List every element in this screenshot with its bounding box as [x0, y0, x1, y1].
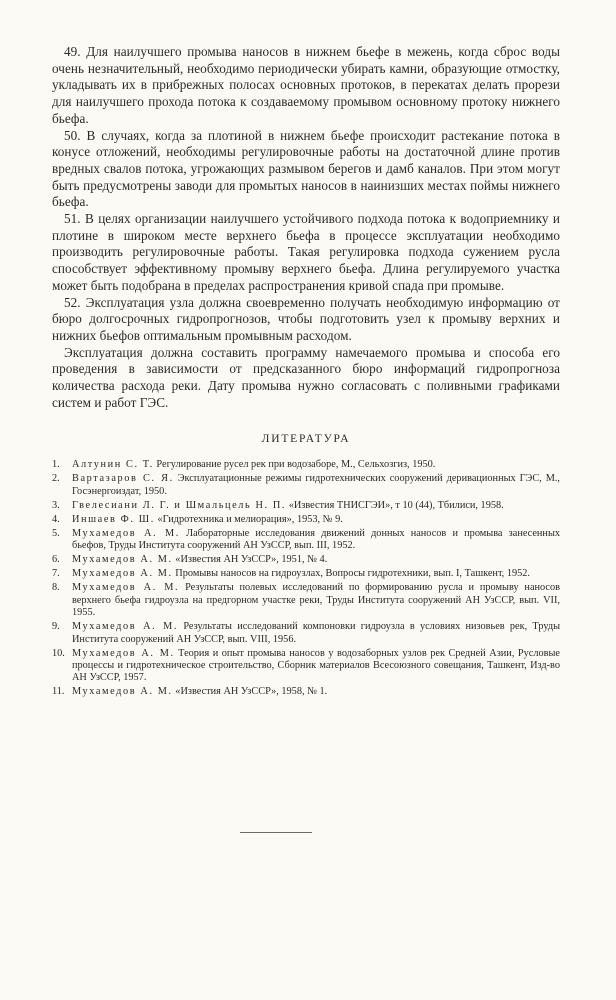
reference-item — [52, 459, 560, 471]
reference-author: Вартазаров С. Я. — [72, 473, 174, 485]
reference-item — [52, 500, 560, 512]
reference-author: Мухамедов А. М. — [72, 568, 173, 580]
document-page — [52, 44, 560, 700]
reference-text: «Известия АН УзССР», 1951, № 4. — [175, 554, 328, 566]
reference-body — [72, 473, 560, 498]
reference-author: Мухамедов А. М. — [72, 686, 173, 698]
reference-item — [52, 473, 560, 498]
reference-item — [52, 528, 560, 553]
reference-body — [72, 648, 560, 685]
reference-number: 5. — [52, 527, 60, 539]
reference-item — [52, 554, 560, 566]
reference-item — [52, 621, 560, 646]
reference-item — [52, 686, 560, 698]
reference-author: Иншаев Ф. Ш. — [72, 513, 155, 525]
reference-body — [72, 528, 560, 553]
reference-number: 9. — [52, 621, 60, 633]
reference-number: 7. — [52, 568, 60, 580]
reference-text: «Известия АН УзССР», 1958, № 1. — [175, 686, 328, 698]
reference-text: Результаты полевых исследований по формированию русла и промыву наносов верхнего бьефа гидроузла на предгорном участке реки, Труды Института сооружений АН УзССР, вып. VII, 1955. — [72, 582, 561, 619]
reference-text: Лабораторные исследования движений донных наносов и промыва занесенных бьефов, Труды Института сооружений АН УзССР, вып. III, 1952. — [72, 527, 561, 552]
reference-number: 6. — [52, 554, 60, 566]
reference-author: Мухамедов А. М. — [72, 582, 180, 594]
reference-author: Мухамедов А. М. — [72, 647, 175, 659]
reference-number: 10. — [52, 647, 65, 659]
reference-text: Результаты исследований компоновки гидроузла в условиях низовьев рек, Труды Института сооружений АН УзССР, вып. VIII, 1956. — [72, 621, 561, 645]
reference-number: 4. — [52, 513, 60, 525]
reference-author: Алтунин С. Т. — [72, 459, 154, 471]
reference-body — [72, 686, 560, 698]
reference-body — [72, 554, 560, 566]
reference-text: Теория и опыт промыва наносов у водозаборных узлов рек Средней Азии, Русловые процессы и гидротехническое строительство, Сборник материалов Всесоюзного совещания, Ташкент, Изд-во АН УзССР, 1957. — [72, 647, 561, 684]
paragraph-49: 49. Для наилучшего промыва наносов в нижнем бьефе в межень, когда сброс воды очень незначительный, необходимо периодически убирать камни, образующие отмостку, укладывать их в прибрежных полосах основных протоков, в перекатах делать прорези для наилучшего прохода потока к создаваемому промывом основному протоку нижнего бьефа. — [52, 44, 560, 126]
reference-body — [72, 500, 560, 512]
reference-item — [52, 568, 560, 580]
reference-item — [52, 514, 560, 526]
reference-number: 8. — [52, 582, 60, 594]
reference-text: «Известия ТНИСГЭИ», т 10 (44), Тбилиси, 1958. — [288, 499, 504, 511]
reference-item — [52, 582, 560, 619]
reference-text: «Гидротехника и мелиорация», 1953, № 9. — [157, 513, 343, 525]
reference-text: Эксплуатационные режимы гидротехнических сооружений деривационных ГЭС, М., Госэнергоиздат, 1950. — [72, 473, 561, 497]
paragraph-operation-program: Эксплуатация должна составить программу намечаемого промыва и способа его проведения в зависимости от предсказанного бюро информаций гидропрогноза количества расхода реки. Дату промыва нужно согласовать с поливными графиками систем и работ ГЭС. — [52, 344, 560, 410]
reference-item — [52, 648, 560, 685]
end-divider-rule — [240, 832, 312, 833]
reference-number: 1. — [52, 459, 60, 471]
reference-author: Мухамедов А. М. — [72, 554, 173, 566]
references-list — [52, 459, 560, 698]
reference-number: 11. — [52, 686, 65, 698]
reference-body — [72, 514, 560, 526]
reference-author: Гвелесиани Л. Г. и Шмальцель Н. П. — [72, 499, 287, 511]
reference-number: 2. — [52, 473, 60, 485]
reference-author: Мухамедов А. М. — [72, 527, 180, 539]
literature-heading: ЛИТЕРАТУРА — [261, 433, 351, 446]
paragraph-52: 52. Эксплуатация узла должна своевременно получать необходимую информацию от бюро долгосрочных гидропрогнозов, чтобы подготовить узел к промыву верхних и нижних бьефов оптимальным промывным расходом. — [52, 294, 560, 343]
reference-text: Регулирование русел рек при водозаборе, М., Сельхозгиз, 1950. — [156, 459, 436, 471]
paragraph-51: 51. В целях организации наилучшего устойчивого подхода потока к водоприемнику и плотине в широком месте верхнего бьефа в процессе эксплуатации необходимо производить регулировочные работы. Такая регулировка подхода сужением русла способствует эффективному промыву верхнего бьефа. Длина регулируемого участка может быть подобрана в пределах распространения кривой спада при промыве. — [52, 211, 560, 293]
reference-body — [72, 621, 560, 646]
reference-body — [72, 459, 560, 471]
reference-author: Мухамедов А. М. — [72, 621, 179, 633]
paragraph-50: 50. В случаях, когда за плотиной в нижнем бьефе происходит растекание потока в конусе отложений, необходимы регулировочные работы на достаточной длине против вредных свалов потока, угрожающих размывом берегов и дамб каналов. При этом могут быть предусмотрены заводи для промытых наносов в наинизших местах поймы нижнего бьефа. — [52, 127, 560, 210]
reference-body — [72, 568, 560, 580]
reference-body — [72, 582, 560, 619]
reference-text: Промывы наносов на гидроузлах, Вопросы гидротехники, вып. I, Ташкент, 1952. — [175, 568, 530, 580]
reference-number: 3. — [52, 499, 60, 511]
